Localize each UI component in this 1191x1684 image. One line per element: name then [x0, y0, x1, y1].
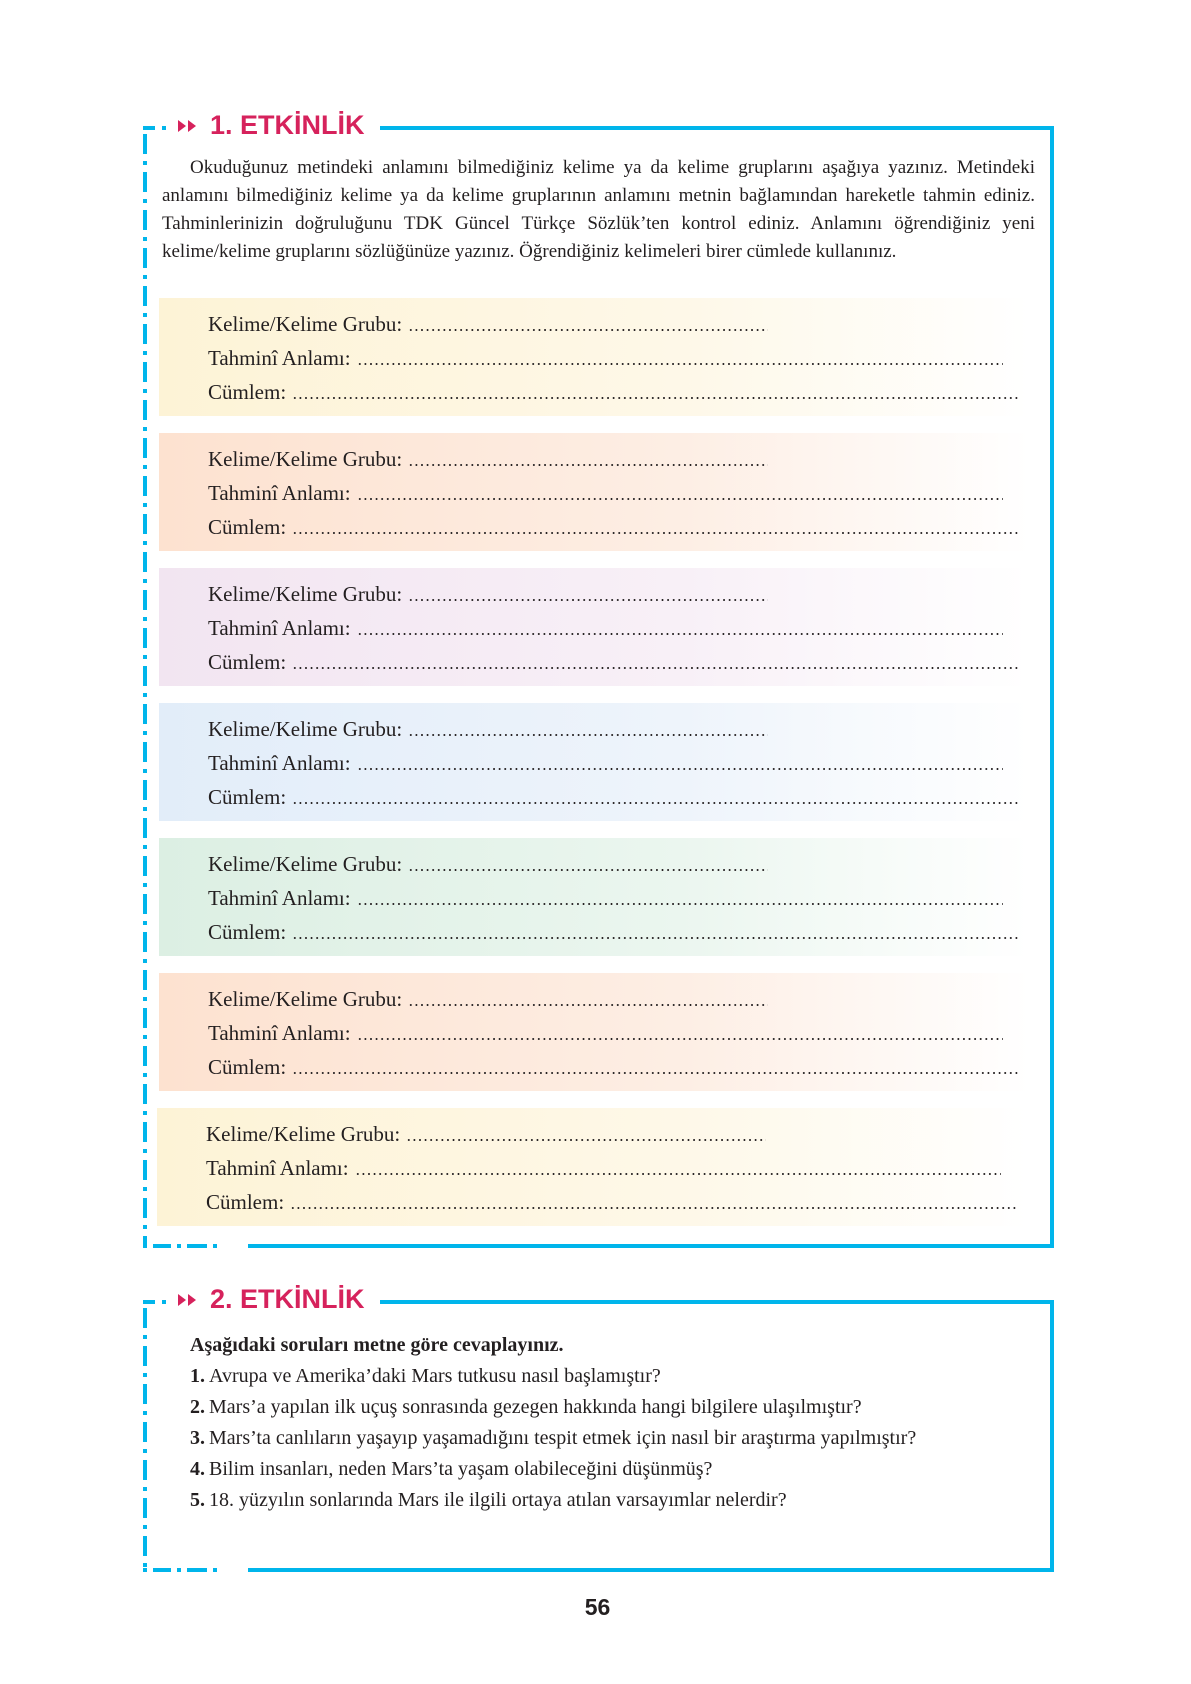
sentence-blank[interactable] [292, 667, 1019, 669]
frame-dot [162, 126, 166, 130]
meaning-blank[interactable] [357, 903, 1003, 905]
word-blank[interactable] [408, 734, 768, 736]
frame-left-border [143, 1308, 147, 1568]
word-blank[interactable] [408, 329, 768, 331]
meaning-label: Tahminî Anlamı: [208, 346, 351, 370]
question-text: Avrupa ve Amerika’daki Mars tutkusu nasıl başlamıştır? [209, 1365, 661, 1387]
word-blank[interactable] [408, 599, 768, 601]
meaning-label: Tahminî Anlamı: [208, 481, 351, 505]
frame-bottom-dashes [143, 1568, 253, 1572]
sentence-label: Cümlem: [208, 380, 287, 404]
question-number: 3. [190, 1427, 205, 1449]
sentence-blank[interactable] [292, 397, 1019, 399]
instructions-text: Okuduğunuz metindeki anlamını bilmediğiniz kelime ya da kelime gruplarını aşağıya yazınız. Metindeki anlamını bilmediğiniz kelime ya da kelime gruplarının anlamını metnin bağlamından hareketle tahmin ediniz. Tahminlerinizin doğruluğunu TDK Güncel Türkçe Sözlük’ten kontrol ediniz. Anlamını öğrendiğiniz yeni kelime/kelime gruplarını sözlüğünüze yazınız. Öğrendiğiniz kelimeleri birer cümlede kullanınız. [162, 157, 1035, 262]
activity-2-title-text: 2. ETKİNLİK [210, 1284, 365, 1314]
frame-top-border [380, 126, 1054, 130]
frame-dot [162, 1300, 166, 1304]
sentence-label: Cümlem: [208, 785, 287, 809]
meaning-label: Tahminî Anlamı: [208, 751, 351, 775]
sentence-label: Cümlem: [208, 650, 287, 674]
word-label: Kelime/Kelime Grubu: [208, 852, 403, 876]
word-entry-box [159, 298, 1029, 416]
sentence-blank[interactable] [292, 1072, 1019, 1074]
frame-corner [143, 1300, 155, 1304]
sentence-blank[interactable] [290, 1207, 1017, 1209]
frame-bottom-border [248, 1568, 1054, 1572]
meaning-label: Tahminî Anlamı: [208, 616, 351, 640]
activity-2-title [178, 1286, 367, 1313]
meaning-blank[interactable] [355, 1173, 1001, 1175]
question-item [162, 1454, 1035, 1485]
meaning-blank[interactable] [357, 1038, 1003, 1040]
word-label: Kelime/Kelime Grubu: [208, 447, 403, 471]
word-blank[interactable] [408, 869, 768, 871]
frame-right-border [1050, 1300, 1054, 1572]
meaning-label: Tahminî Anlamı: [208, 886, 351, 910]
question-item [162, 1423, 1035, 1454]
frame-right-border [1050, 126, 1054, 1248]
word-label: Kelime/Kelime Grubu: [208, 582, 403, 606]
sentence-label: Cümlem: [208, 1055, 287, 1079]
meaning-label: Tahminî Anlamı: [208, 1021, 351, 1045]
word-blank[interactable] [406, 1139, 766, 1141]
question-number: 5. [190, 1489, 205, 1511]
page-number: 56 [584, 1594, 611, 1620]
question-item [162, 1392, 1035, 1423]
word-blank[interactable] [408, 464, 768, 466]
double-arrow-icon [178, 120, 198, 132]
question-text: Mars’ta canlıların yaşayıp yaşamadığını tespit etmek için nasıl bir araştırma yapılmıştır? [209, 1427, 917, 1449]
word-label: Kelime/Kelime Grubu: [208, 987, 403, 1011]
question-text: Mars’a yapılan ilk uçuş sonrasında gezegen hakkında hangi bilgilere ulaşılmıştır? [209, 1396, 862, 1418]
word-label: Kelime/Kelime Grubu: [208, 312, 403, 336]
activity-1-title [178, 112, 367, 139]
question-number: 2. [190, 1396, 205, 1418]
activity-1-instructions [162, 154, 1035, 266]
word-entry-box [159, 568, 1029, 686]
sentence-blank[interactable] [292, 937, 1019, 939]
frame-corner [143, 126, 155, 130]
sentence-label: Cümlem: [206, 1190, 285, 1214]
question-item [162, 1485, 1035, 1516]
sentence-blank[interactable] [292, 802, 1019, 804]
sentence-label: Cümlem: [208, 920, 287, 944]
meaning-blank[interactable] [357, 363, 1003, 365]
activity-1-title-text: 1. ETKİNLİK [210, 110, 365, 140]
frame-top-border [380, 1300, 1054, 1304]
word-label: Kelime/Kelime Grubu: [208, 717, 403, 741]
word-entry-box [157, 1108, 1027, 1226]
activity-2-questions [162, 1330, 1035, 1516]
word-blank[interactable] [408, 1004, 768, 1006]
meaning-blank[interactable] [357, 633, 1003, 635]
question-number: 1. [190, 1365, 205, 1387]
word-entry-box [159, 703, 1029, 821]
frame-bottom-dashes [143, 1244, 253, 1248]
word-label: Kelime/Kelime Grubu: [206, 1122, 401, 1146]
meaning-blank[interactable] [357, 768, 1003, 770]
double-arrow-icon [178, 1294, 198, 1306]
word-entry-box [159, 838, 1029, 956]
questions-heading: Aşağıdaki soruları metne göre cevaplayınız. [190, 1334, 564, 1356]
frame-left-border [143, 134, 147, 1244]
meaning-label: Tahminî Anlamı: [206, 1156, 349, 1180]
question-text: Bilim insanları, neden Mars’ta yaşam olabileceğini düşünmüş? [209, 1458, 713, 1480]
question-item [162, 1361, 1035, 1392]
word-entry-box [159, 433, 1029, 551]
question-number: 4. [190, 1458, 205, 1480]
meaning-blank[interactable] [357, 498, 1003, 500]
frame-bottom-border [248, 1244, 1054, 1248]
word-entry-box [159, 973, 1029, 1091]
question-text: 18. yüzyılın sonlarında Mars ile ilgili ortaya atılan varsayımlar nelerdir? [209, 1489, 787, 1511]
sentence-label: Cümlem: [208, 515, 287, 539]
sentence-blank[interactable] [292, 532, 1019, 534]
